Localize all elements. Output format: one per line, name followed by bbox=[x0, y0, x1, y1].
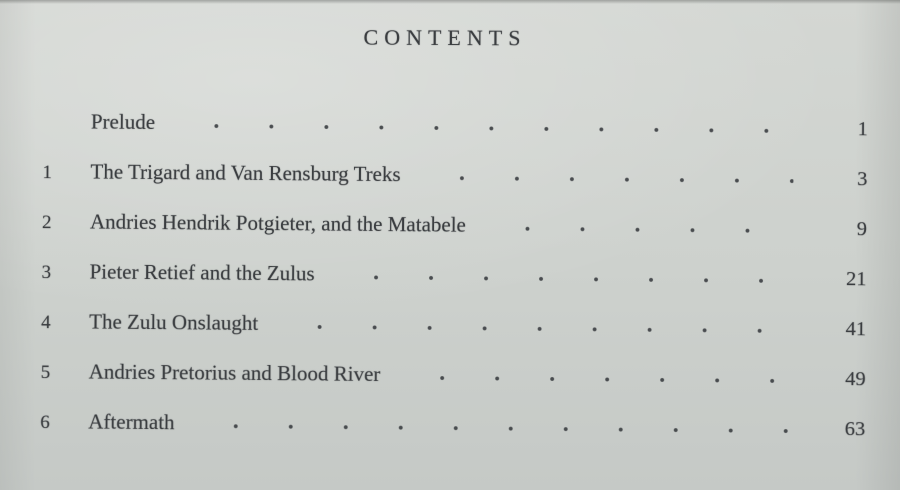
chapter-title: Andries Pretorius and Blood River bbox=[88, 359, 381, 386]
toc-entry-row bbox=[36, 310, 866, 339]
page-title: CONTENTS bbox=[363, 24, 527, 51]
toc-entry-row bbox=[38, 110, 868, 139]
chapter-number: 1 bbox=[42, 162, 53, 184]
page-number: 63 bbox=[844, 418, 866, 441]
toc-entry-row bbox=[35, 410, 865, 439]
leader-dots bbox=[435, 174, 794, 184]
chapter-title: The Trigard and Van Rensburg Treks bbox=[90, 159, 401, 187]
chapter-title: Pieter Retief and the Zulus bbox=[89, 259, 315, 286]
leader-dots bbox=[189, 122, 794, 134]
chapter-number: 2 bbox=[41, 212, 52, 234]
chapter-number: 5 bbox=[40, 362, 51, 384]
toc-entry-row bbox=[36, 360, 866, 389]
page-number: 9 bbox=[856, 218, 868, 241]
leader-dots bbox=[209, 423, 792, 435]
page-number: 3 bbox=[857, 168, 868, 191]
page-number: 21 bbox=[845, 268, 867, 291]
chapter-title: Prelude bbox=[90, 109, 156, 135]
toc-entry-row bbox=[37, 210, 867, 239]
chapter-title: The Zulu Onslaught bbox=[89, 309, 259, 335]
toc-entry-row bbox=[36, 260, 866, 289]
leader-dots bbox=[349, 274, 793, 285]
page-number: 49 bbox=[845, 368, 866, 391]
chapter-title: Aftermath bbox=[88, 409, 175, 435]
table-of-contents bbox=[35, 110, 868, 467]
leader-dots bbox=[292, 323, 792, 334]
page-number: 41 bbox=[845, 318, 867, 341]
leader-dots bbox=[500, 225, 793, 235]
page-number: 1 bbox=[857, 118, 868, 141]
toc-entry-row bbox=[37, 160, 867, 189]
chapter-number: 3 bbox=[41, 262, 52, 284]
chapter-number: 6 bbox=[40, 412, 50, 434]
chapter-number: 4 bbox=[41, 312, 51, 334]
leader-dots bbox=[414, 374, 791, 384]
chapter-title: Andries Hendrik Potgieter, and the Matabele bbox=[89, 209, 467, 237]
